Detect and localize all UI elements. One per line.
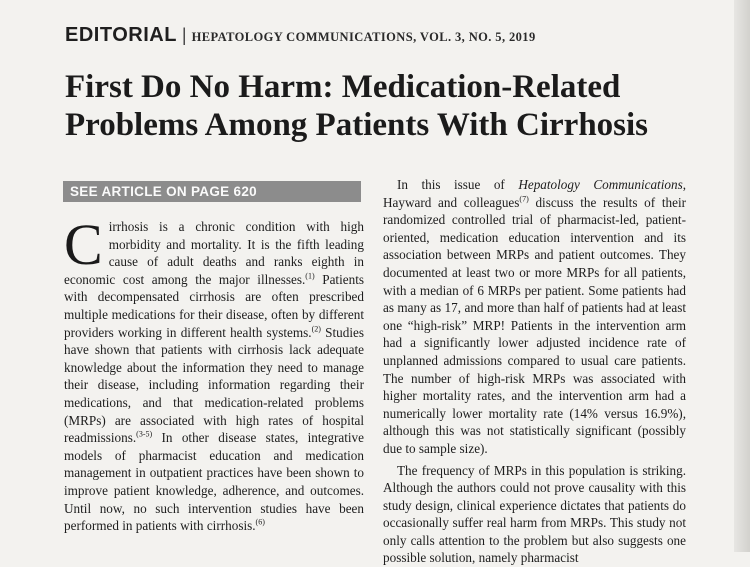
left-column [64, 218, 364, 535]
body-text: , Hayward and colleagues [383, 177, 686, 210]
section-label: EDITORIAL [65, 24, 177, 46]
body-text: Patients with decompensated cirrhosis are often prescribed multiple medications for their disease, often by different providers working in different health systems. [64, 272, 364, 340]
reference-link[interactable]: (2) [312, 324, 321, 333]
body-text: In this issue of [397, 177, 518, 192]
body-text: Studies have shown that patients with cirrhosis lack adequate knowledge about the information they need to manage their disease, including information regarding their medications, and that medication-related problems (MRPs) are associated with high rates of hospital readmissions. [64, 325, 364, 446]
article-title: First Do No Harm: Medication-Related Problems Among Patients With Cirrhosis [65, 68, 735, 144]
reference-link[interactable]: (3-5) [136, 430, 152, 439]
intro-paragraph [64, 218, 364, 535]
page-binding-shadow [734, 0, 750, 552]
reference-link[interactable]: (1) [305, 271, 314, 280]
paragraph: The frequency of MRPs in this population is striking. Although the authors could not prove causality with this study design, clinical experience dictates that patients do occasionally suffer real harm from MRPs. This study not only calls attention to the problem but also suggests one possible solution, namely pharmacist [383, 462, 686, 567]
header-separator: | [182, 25, 187, 45]
journal-name: Hepatology Communications [518, 177, 682, 192]
reference-link[interactable]: (7) [519, 194, 528, 203]
reference-link[interactable]: (6) [256, 518, 265, 527]
running-header [65, 24, 536, 47]
body-text: In other disease states, integrative models of pharmacist education and medication management in outpatient practices have been shown to improve patient knowledge, adherence, and outcomes. Until now, no such intervention studies have been performed in patients with cirrhosis. [64, 430, 364, 533]
paragraph [383, 176, 686, 458]
body-text: discuss the results of their randomized controlled trial of pharmacist-led, patient-oriented, medication education intervention and its association between MRPs and patient outcomes. They documented at least two or more MRPs for all patients, with a median of 6 MRPs per patient. Some patients had as many as 17, and more than half of patients had at least one “high-risk” MRP! Patients in the intervention arm had a significantly lower adjusted incidence rate of unplanned admissions compared to usual care patients. The number of high-risk MRPs was associated with higher mortality rates, and the intervention arm had a numerically lower mortality rate (14% versus 16.9%), although this was not statistically significant (possibly due to sample size). [383, 195, 686, 456]
see-article-link[interactable]: SEE ARTICLE ON PAGE 620 [63, 181, 361, 202]
drop-cap: C [64, 222, 103, 268]
body-text: irrhosis is a chronic condition with high morbidity and mortality. It is the fifth leading cause of adult deaths and ranks eighth in economic cost among the major illnesses. [64, 219, 364, 287]
journal-citation: HEPATOLOGY COMMUNICATIONS, VOL. 3, NO. 5, 2019 [192, 30, 536, 44]
right-column [383, 176, 686, 567]
